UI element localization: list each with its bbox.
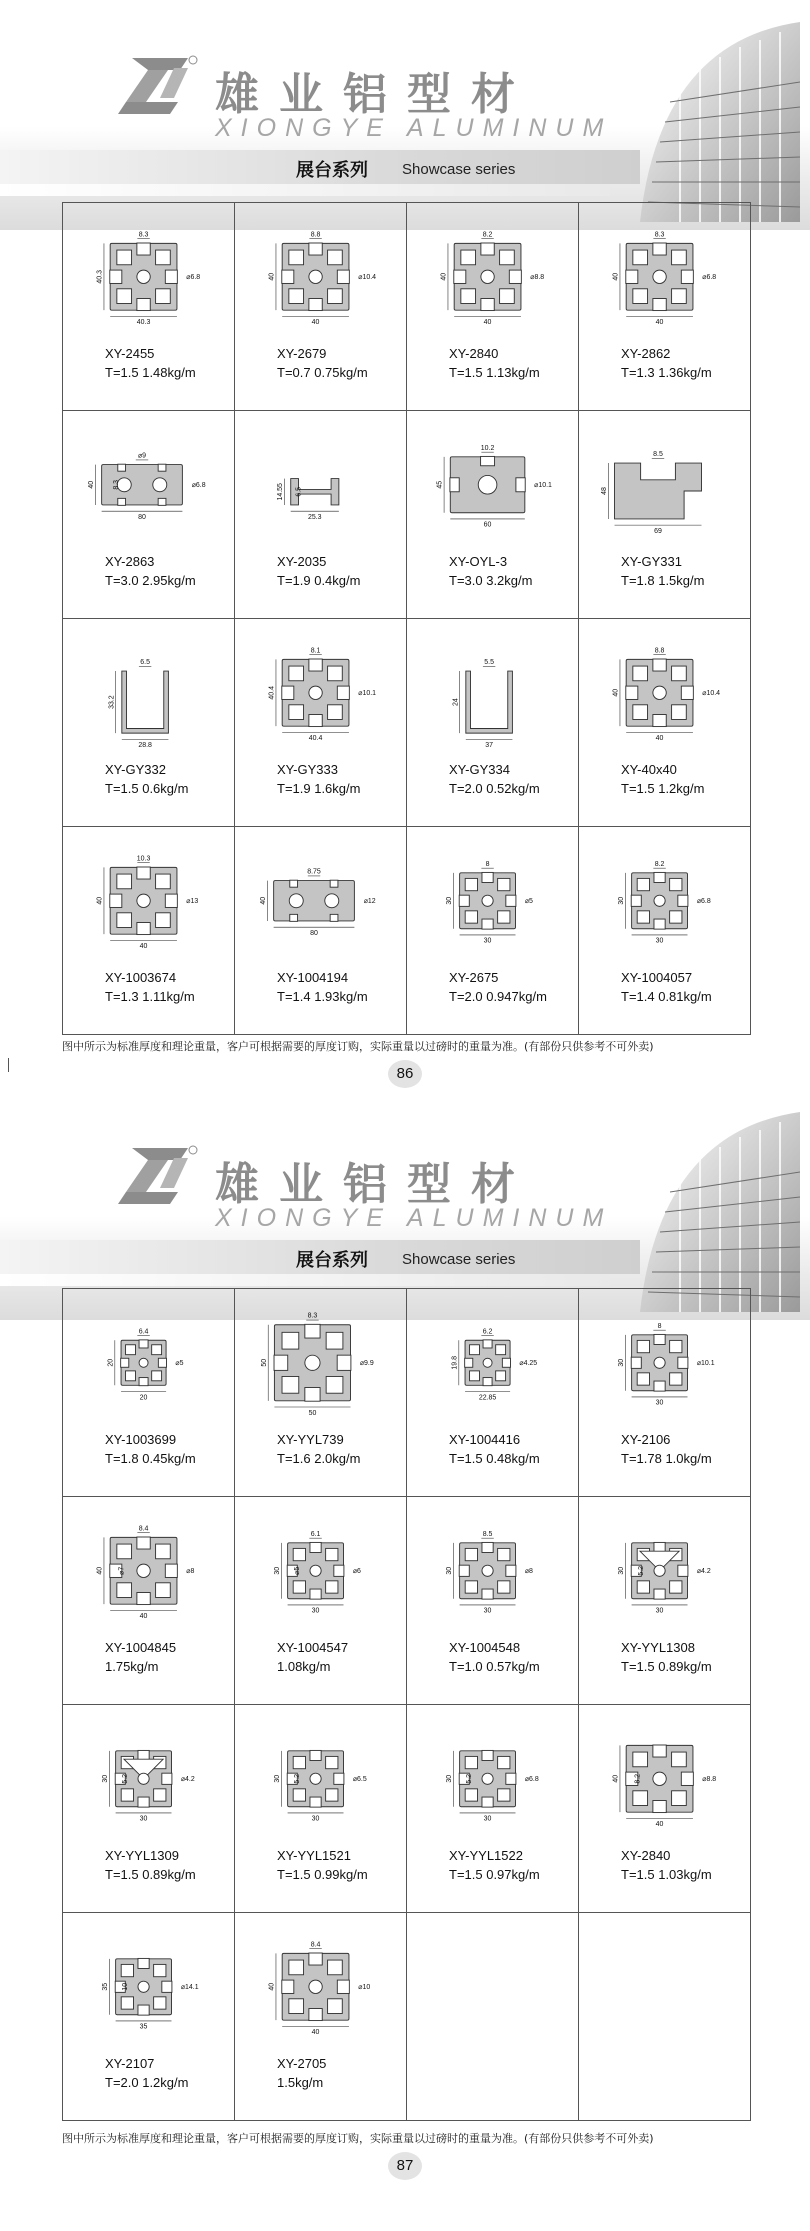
- dimension-label: 60: [483, 521, 492, 529]
- product-spec: T=1.5 1.48kg/m: [105, 365, 196, 380]
- profile-drawing: [459, 872, 516, 929]
- dimension-label: 30: [311, 1607, 320, 1615]
- profile-figure: [427, 1921, 559, 2051]
- product-cell: [63, 1913, 235, 2121]
- profile-drawing: [274, 880, 355, 921]
- product-code: XY-1004057: [621, 970, 693, 985]
- dimension-label: 30: [618, 896, 626, 905]
- product-code: XY-GY333: [277, 762, 338, 777]
- dimension-label: 30: [483, 1607, 492, 1615]
- profile-figure: [83, 211, 215, 341]
- dimension-label: 8.1: [310, 647, 321, 655]
- product-spec: T=3.0 2.95kg/m: [105, 573, 196, 588]
- dimension-label: 8.4: [310, 1941, 321, 1949]
- product-cell: [63, 1497, 235, 1705]
- dimension-label: 10: [121, 1982, 129, 1991]
- product-grid: [62, 1288, 751, 2121]
- profile-figure: [427, 627, 559, 757]
- dimension-label: ⌀6.8: [186, 274, 201, 282]
- series-title-en: Showcase series: [402, 1251, 516, 1268]
- product-cell: [579, 1913, 751, 2121]
- dimension-label: ⌀6.8: [191, 482, 206, 490]
- dimension-label: 40: [612, 1774, 620, 1783]
- product-spec: T=2.0 1.2kg/m: [105, 2075, 189, 2090]
- product-code: XY-2035: [277, 554, 327, 569]
- dimension-label: 40: [139, 1613, 148, 1621]
- profile-drawing: [631, 872, 688, 929]
- profile-drawing: [466, 671, 513, 733]
- dimension-label: 40: [311, 319, 320, 327]
- dimension-label: ⌀8.8: [530, 274, 545, 282]
- product-cell: [235, 827, 407, 1035]
- dimension-label: 30: [446, 1774, 454, 1783]
- product-code: XY-2840: [449, 346, 499, 361]
- product-spec: T=1.4 0.81kg/m: [621, 989, 712, 1004]
- profile-drawing: [615, 463, 702, 519]
- profile-figure: [255, 419, 387, 549]
- profile-drawing: [450, 456, 525, 512]
- dimension-label: 30: [483, 937, 492, 945]
- dimension-label: 8.5: [482, 1530, 493, 1538]
- product-cell: [235, 1705, 407, 1913]
- dimension-label: 28.8: [138, 742, 152, 750]
- product-code: XY-YYL1308: [621, 1640, 695, 1655]
- product-cell: [579, 1705, 751, 1913]
- dimension-label: 25.3: [307, 513, 322, 521]
- profile-figure: [427, 1713, 559, 1843]
- product-code: XY-YYL1309: [105, 1848, 179, 1863]
- crop-mark: [8, 1058, 9, 1072]
- dimension-label: ⌀10.1: [358, 690, 377, 698]
- dimension-label: 8.5: [653, 451, 663, 459]
- profile-figure: [599, 419, 731, 549]
- product-code: XY-1004548: [449, 1640, 521, 1655]
- page-header: [0, 1090, 810, 1320]
- dimension-label: 30: [655, 937, 664, 945]
- brand-name-en: XIONGYE ALUMINUM: [215, 114, 613, 142]
- product-code: XY-OYL-3: [449, 554, 508, 569]
- profile-drawing: [454, 243, 522, 311]
- product-cell: [235, 411, 407, 619]
- profile-figure: [599, 211, 731, 341]
- dimension-label: 40: [612, 272, 620, 281]
- dimension-label: 40: [268, 1982, 276, 1991]
- dimension-label: 40: [311, 2029, 320, 2037]
- dimension-label: ⌀4.2: [696, 1568, 711, 1576]
- profile-figure: [255, 1297, 387, 1427]
- dimension-label: 30: [139, 1815, 148, 1823]
- dimension-label: 8: [485, 860, 490, 868]
- series-bar-shadow: [0, 1274, 610, 1286]
- profile-figure: [255, 1713, 387, 1843]
- dimension-label: 8.8: [310, 231, 321, 239]
- building-illustration: [620, 22, 800, 222]
- dimension-label: 30: [655, 1607, 664, 1615]
- product-cell: [235, 1289, 407, 1497]
- dimension-label: 14.55: [277, 483, 285, 501]
- profile-figure: [599, 1921, 731, 2051]
- product-cell: [407, 1913, 579, 2121]
- profile-figure: [255, 1505, 387, 1635]
- profile-drawing: [282, 1953, 350, 2021]
- product-spec: T=1.5 1.03kg/m: [621, 1867, 712, 1882]
- product-code: XY-2455: [105, 346, 155, 361]
- dimension-label: 6.5: [140, 659, 150, 667]
- dimension-label: ⌀8: [186, 1568, 195, 1576]
- series-title-cn: 展台系列: [296, 160, 368, 181]
- product-cell: [63, 1705, 235, 1913]
- dimension-label: 30: [483, 1815, 492, 1823]
- profile-figure: [599, 627, 731, 757]
- series-title-cn: 展台系列: [296, 1250, 368, 1271]
- dimension-label: 40: [96, 1566, 104, 1575]
- dimension-label: 5.2: [465, 1773, 473, 1784]
- dimension-label: 33.2: [108, 695, 116, 709]
- product-spec: 1.75kg/m: [105, 1659, 159, 1674]
- product-code: XY-1004416: [449, 1432, 521, 1447]
- profile-figure: [83, 627, 215, 757]
- dimension-label: 8.3: [138, 231, 149, 239]
- profile-drawing: [459, 1542, 516, 1599]
- dimension-label: ⌀10.1: [534, 482, 552, 490]
- profile-drawing: [282, 243, 350, 311]
- product-code: XY-1004194: [277, 970, 349, 985]
- dimension-label: 40: [268, 272, 276, 281]
- dimension-label: 40: [139, 943, 148, 951]
- dimension-label: 40: [88, 480, 96, 489]
- dimension-label: 19.8: [451, 1355, 459, 1370]
- product-spec: 1.08kg/m: [277, 1659, 331, 1674]
- product-code: XY-2862: [621, 346, 671, 361]
- dimension-label: 8.8: [654, 647, 665, 655]
- product-code: XY-40x40: [621, 762, 677, 777]
- dimension-label: ⌀6.8: [702, 274, 717, 282]
- dimension-label: 6.2: [482, 1328, 493, 1336]
- profile-drawing: [110, 867, 178, 935]
- dimension-label: ⌀9.9: [359, 1360, 374, 1368]
- building-illustration: [620, 1112, 800, 1312]
- dimension-label: 30: [102, 1774, 110, 1783]
- dimension-label: 8.2: [482, 231, 493, 239]
- dimension-label: 30: [311, 1815, 320, 1823]
- product-spec: T=1.3 1.11kg/m: [105, 989, 195, 1004]
- dimension-label: 40.4: [268, 685, 276, 700]
- profile-figure: [427, 419, 559, 549]
- catalog-page-86: [0, 0, 810, 1080]
- product-spec: T=1.5 0.48kg/m: [449, 1451, 540, 1466]
- dimension-label: 35: [139, 2023, 148, 2031]
- dimension-label: ⌀7: [118, 1566, 126, 1575]
- dimension-label: 37: [485, 742, 494, 750]
- dimension-label: 5.2: [293, 1773, 301, 1784]
- product-code: XY-2107: [105, 2056, 155, 2071]
- dimension-label: 8.4: [138, 1525, 149, 1533]
- product-code: XY-2863: [105, 554, 155, 569]
- profile-figure: [255, 835, 387, 965]
- dimension-label: 24: [452, 698, 460, 706]
- product-spec: T=1.5 0.89kg/m: [105, 1867, 196, 1882]
- series-bar-shadow: [0, 184, 610, 196]
- product-spec: T=1.4 1.93kg/m: [277, 989, 368, 1004]
- profile-figure: [599, 835, 731, 965]
- dimension-label: 69: [654, 527, 662, 535]
- dimension-label: 8.2: [634, 1773, 642, 1784]
- product-code: XY-YYL739: [277, 1432, 344, 1447]
- product-spec: T=1.5 0.99kg/m: [277, 1867, 368, 1882]
- dimension-label: ⌀6.8: [696, 898, 711, 906]
- dimension-label: 30: [618, 1358, 626, 1367]
- dimension-label: 22.85: [478, 1394, 497, 1402]
- product-spec: T=2.0 0.52kg/m: [449, 781, 540, 796]
- dimension-label: 8.3: [654, 231, 665, 239]
- dimension-label: ⌀10.4: [358, 274, 377, 282]
- dimension-label: 8.3: [307, 1312, 318, 1320]
- catalog-page-87: [0, 1090, 810, 2174]
- product-cell: [579, 1289, 751, 1497]
- dimension-label: ⌀10.1: [696, 1360, 715, 1368]
- page-header: [0, 0, 810, 230]
- product-cell: [63, 411, 235, 619]
- product-code: XY-GY331: [621, 554, 682, 569]
- dimension-label: 30: [274, 1566, 282, 1575]
- profile-figure: [427, 211, 559, 341]
- product-cell: [579, 411, 751, 619]
- product-spec: T=0.7 0.75kg/m: [277, 365, 368, 380]
- product-cell: [579, 203, 751, 411]
- product-spec: T=1.8 1.5kg/m: [621, 573, 705, 588]
- brand-name-cn: 雄业铝型材: [215, 1159, 535, 1210]
- profile-drawing: [465, 1340, 511, 1386]
- profile-figure: [599, 1297, 731, 1427]
- product-spec: T=1.0 0.57kg/m: [449, 1659, 540, 1674]
- dimension-label: ⌀6.8: [524, 1776, 539, 1784]
- product-code: XY-GY332: [105, 762, 166, 777]
- profile-drawing: [626, 659, 694, 727]
- product-spec: T=1.5 0.6kg/m: [105, 781, 189, 796]
- footnote: 图中所示为标准厚度和理论重量，客户可根据需要的厚度订购，实际重量以过磅时的重量为准。(有部份只供参考不可外卖): [62, 1040, 654, 1053]
- product-spec: T=1.78 1.0kg/m: [621, 1451, 712, 1466]
- product-code: XY-1003674: [105, 970, 177, 985]
- dimension-label: 6.1: [310, 1530, 321, 1538]
- product-cell: [63, 203, 235, 411]
- product-spec: T=1.5 1.13kg/m: [449, 365, 540, 380]
- dimension-label: 5.2: [121, 1773, 129, 1784]
- dimension-label: ⌀4.2: [180, 1776, 195, 1784]
- product-code: XY-2705: [277, 2056, 327, 2071]
- product-spec: T=3.0 3.2kg/m: [449, 573, 533, 588]
- dimension-label: 35: [102, 1982, 110, 1991]
- product-cell: [235, 1913, 407, 2121]
- dimension-label: 5.2: [637, 1565, 645, 1576]
- product-cell: [63, 827, 235, 1035]
- dimension-label: ⌀6.5: [352, 1776, 367, 1784]
- product-spec: T=1.8 0.45kg/m: [105, 1451, 196, 1466]
- product-cell: [407, 619, 579, 827]
- dimension-label: 5.5: [484, 659, 494, 667]
- dimension-label: 80: [310, 929, 318, 937]
- dimension-label: ⌀10: [358, 1984, 371, 1992]
- brand-name-cn: 雄业铝型材: [215, 69, 535, 120]
- profile-figure: [83, 1297, 215, 1427]
- product-code: XY-1003699: [105, 1432, 177, 1447]
- dimension-label: 45: [436, 480, 444, 489]
- product-code: XY-2675: [449, 970, 499, 985]
- profile-drawing: [626, 243, 694, 311]
- profile-figure: [427, 835, 559, 965]
- page-number: 86: [388, 1060, 422, 1088]
- product-cell: [579, 1497, 751, 1705]
- dimension-label: ⌀13: [186, 898, 199, 906]
- profile-figure: [599, 1713, 731, 1843]
- product-cell: [407, 827, 579, 1035]
- dimension-label: 40: [655, 1821, 664, 1829]
- dimension-label: 40: [655, 319, 664, 327]
- product-cell: [579, 619, 751, 827]
- dimension-label: 8.75: [307, 868, 321, 876]
- product-grid: [62, 202, 751, 1035]
- dimension-label: ⌀9: [137, 452, 147, 460]
- profile-figure: [83, 1713, 215, 1843]
- product-spec: T=1.5 0.89kg/m: [621, 1659, 712, 1674]
- product-cell: [407, 411, 579, 619]
- product-code: XY-1004845: [105, 1640, 177, 1655]
- dimension-label: 8.3: [112, 479, 120, 490]
- dimension-label: 6.4: [138, 1328, 149, 1336]
- product-cell: [235, 1497, 407, 1705]
- profile-figure: [599, 1505, 731, 1635]
- dimension-label: 30: [274, 1774, 282, 1783]
- brand-logo: [118, 54, 198, 116]
- product-cell: [579, 827, 751, 1035]
- product-code: XY-GY334: [449, 762, 510, 777]
- profile-figure: [83, 835, 215, 965]
- dimension-label: 30: [618, 1566, 626, 1575]
- product-cell: [407, 1705, 579, 1913]
- profile-drawing: [274, 1324, 351, 1401]
- brand-name-en: XIONGYE ALUMINUM: [215, 1204, 613, 1232]
- dimension-label: ⌀6: [352, 1568, 361, 1576]
- dimension-label: 50: [308, 1409, 317, 1417]
- product-spec: T=1.5 1.2kg/m: [621, 781, 705, 796]
- product-cell: [63, 1289, 235, 1497]
- product-code: XY-2106: [621, 1432, 671, 1447]
- product-cell: [407, 1289, 579, 1497]
- profile-figure: [255, 1921, 387, 2051]
- dimension-label: 8.2: [654, 860, 665, 868]
- product-cell: [235, 619, 407, 827]
- dimension-label: ⌀5: [293, 1566, 301, 1575]
- product-spec: T=1.3 1.36kg/m: [621, 365, 712, 380]
- dimension-label: ⌀5: [524, 898, 533, 906]
- profile-drawing: [282, 659, 350, 727]
- product-code: XY-1004547: [277, 1640, 349, 1655]
- profile-figure: [83, 1921, 215, 2051]
- dimension-label: 40: [260, 896, 268, 905]
- dimension-label: 40: [483, 319, 492, 327]
- profile-figure: [427, 1505, 559, 1635]
- footnote: 图中所示为标准厚度和理论重量，客户可根据需要的厚度订购，实际重量以过磅时的重量为准。(有部份只供参考不可外卖): [62, 2132, 654, 2145]
- dimension-label: 30: [446, 1566, 454, 1575]
- dimension-label: ⌀4.25: [519, 1360, 538, 1368]
- dimension-label: ⌀10.4: [702, 690, 721, 698]
- profile-drawing: [110, 243, 178, 311]
- dimension-label: 40: [96, 896, 104, 905]
- profile-figure: [255, 211, 387, 341]
- series-title-en: Showcase series: [402, 161, 516, 178]
- dimension-label: ⌀12: [363, 898, 376, 906]
- product-code: XY-YYL1522: [449, 1848, 523, 1863]
- dimension-label: 30: [446, 896, 454, 905]
- profile-figure: [255, 627, 387, 757]
- dimension-label: ⌀8.8: [702, 1776, 717, 1784]
- product-spec: T=2.0 0.947kg/m: [449, 989, 547, 1004]
- dimension-label: 10.2: [480, 444, 495, 452]
- product-cell: [235, 203, 407, 411]
- dimension-label: 40: [440, 272, 448, 281]
- profile-drawing: [121, 1340, 167, 1386]
- brand-logo: [118, 1144, 198, 1206]
- dimension-label: 40.3: [96, 269, 104, 284]
- product-cell: [63, 619, 235, 827]
- dimension-label: ⌀8: [524, 1568, 533, 1576]
- dimension-label: 10.3: [136, 855, 151, 863]
- dimension-label: 8: [657, 1322, 662, 1330]
- dimension-label: ⌀5: [175, 1360, 184, 1368]
- product-spec: T=1.9 1.6kg/m: [277, 781, 361, 796]
- profile-figure: [427, 1297, 559, 1427]
- product-spec: T=1.9 0.4kg/m: [277, 573, 361, 588]
- profile-drawing: [631, 1334, 688, 1391]
- product-cell: [407, 203, 579, 411]
- dimension-label: 6.5: [295, 486, 303, 497]
- dimension-label: 30: [655, 1399, 664, 1407]
- profile-drawing: [122, 671, 169, 733]
- dimension-label: 40: [655, 735, 664, 743]
- product-spec: T=1.6 2.0kg/m: [277, 1451, 361, 1466]
- dimension-label: 20: [139, 1394, 148, 1402]
- dimension-label: 80: [138, 513, 146, 521]
- dimension-label: 50: [260, 1358, 268, 1367]
- profile-figure: [83, 419, 215, 549]
- dimension-label: ⌀14.1: [180, 1984, 199, 1992]
- dimension-label: 40: [612, 688, 620, 697]
- dimension-label: 40.3: [136, 319, 151, 327]
- product-spec: T=1.5 0.97kg/m: [449, 1867, 540, 1882]
- dimension-label: 48: [600, 487, 608, 495]
- dimension-label: 40.4: [308, 735, 323, 743]
- product-code: XY-2840: [621, 1848, 671, 1863]
- product-code: XY-YYL1521: [277, 1848, 351, 1863]
- product-code: XY-2679: [277, 346, 327, 361]
- dimension-label: 20: [107, 1358, 115, 1367]
- page-number: 87: [388, 2152, 422, 2180]
- product-cell: [407, 1497, 579, 1705]
- profile-figure: [83, 1505, 215, 1635]
- product-spec: 1.5kg/m: [277, 2075, 324, 2090]
